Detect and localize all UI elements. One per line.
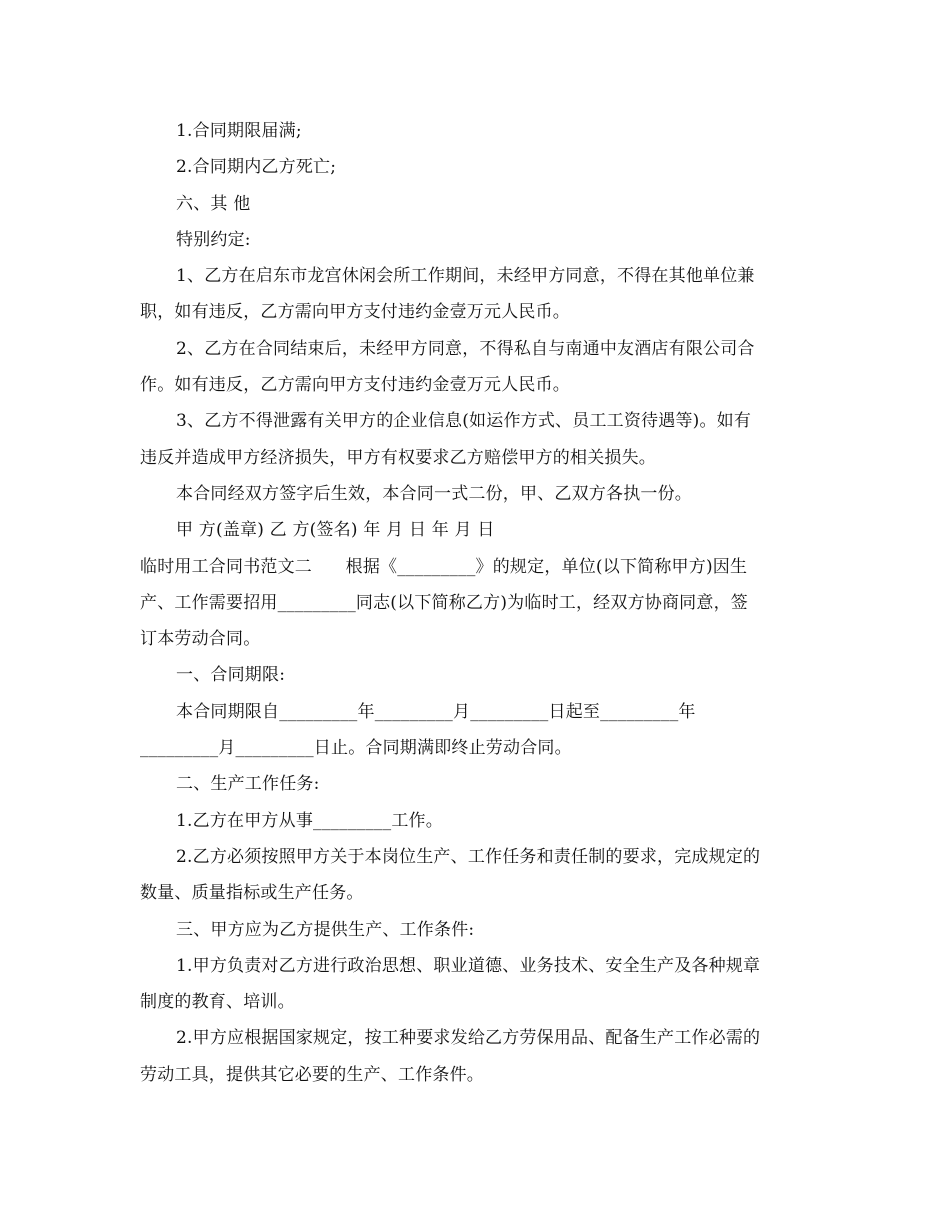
- text-line: _________月_________日止。合同期满即终止劳动合同。: [140, 738, 572, 759]
- text-line: 制度的教育、培训。: [140, 992, 295, 1013]
- text-line: 2、乙方在合同结束后，未经甲方同意，不得私自与南通中友酒店有限公司合: [176, 338, 755, 359]
- section-heading: 六、其 他: [176, 193, 251, 214]
- text-line: 产、工作需要招用_________同志(以下简称乙方)为临时工，经双方协商同意，签: [140, 592, 748, 613]
- section-heading: 三、甲方应为乙方提供生产、工作条件:: [176, 919, 475, 940]
- text-line: 数量、质量指标或生产任务。: [140, 883, 364, 904]
- text-line: 2.乙方必须按照甲方关于本岗位生产、工作任务和责任制的要求，完成规定的: [176, 846, 761, 867]
- text-line: 特别约定:: [176, 229, 251, 250]
- text-line: 职，如有违反，乙方需向甲方支付违约金壹万元人民币。: [140, 302, 570, 323]
- text-line: 临时用工合同书范文二 根据《_________》的规定，单位(以下简称甲方)因生: [140, 556, 748, 577]
- text-line: 2.合同期内乙方死亡;: [176, 157, 337, 178]
- text-line: 作。如有违反，乙方需向甲方支付违约金壹万元人民币。: [140, 375, 570, 396]
- section-heading: 二、生产工作任务:: [176, 774, 320, 795]
- text-line: 3、乙方不得泄露有关甲方的企业信息(如运作方式、员工工资待遇等)。如有: [176, 411, 752, 432]
- text-line: 劳动工具，提供其它必要的生产、工作条件。: [140, 1064, 484, 1085]
- text-line: 1.合同期限届满;: [176, 121, 302, 141]
- text-line: 2.甲方应根据国家规定，按工种要求发给乙方劳保用品、配备生产工作必需的: [176, 1028, 761, 1049]
- signature-line: 甲 方(盖章) 乙 方(签名) 年 月 日 年 月 日: [176, 520, 495, 541]
- text-line: 1.甲方负责对乙方进行政治思想、职业道德、业务技术、安全生产及各种规章: [176, 955, 761, 976]
- document-body: [140, 113, 812, 1093]
- section-heading: 一、合同期限:: [176, 665, 286, 686]
- text-line: 违反并造成甲方经济损失，甲方有权要求乙方赔偿甲方的相关损失。: [140, 447, 656, 468]
- text-line: 本合同经双方签字后生效，本合同一式二份，甲、乙双方各执一份。: [176, 483, 692, 504]
- text-line: 订本劳动合同。: [140, 629, 261, 650]
- text-line: 1.乙方在甲方从事_________工作。: [176, 810, 443, 831]
- text-line: 1、乙方在启东市龙宫休闲会所工作期间，未经甲方同意，不得在其他单位兼: [176, 266, 755, 287]
- text-line: 本合同期限自_________年_________月_________日起至_________年: [176, 701, 696, 722]
